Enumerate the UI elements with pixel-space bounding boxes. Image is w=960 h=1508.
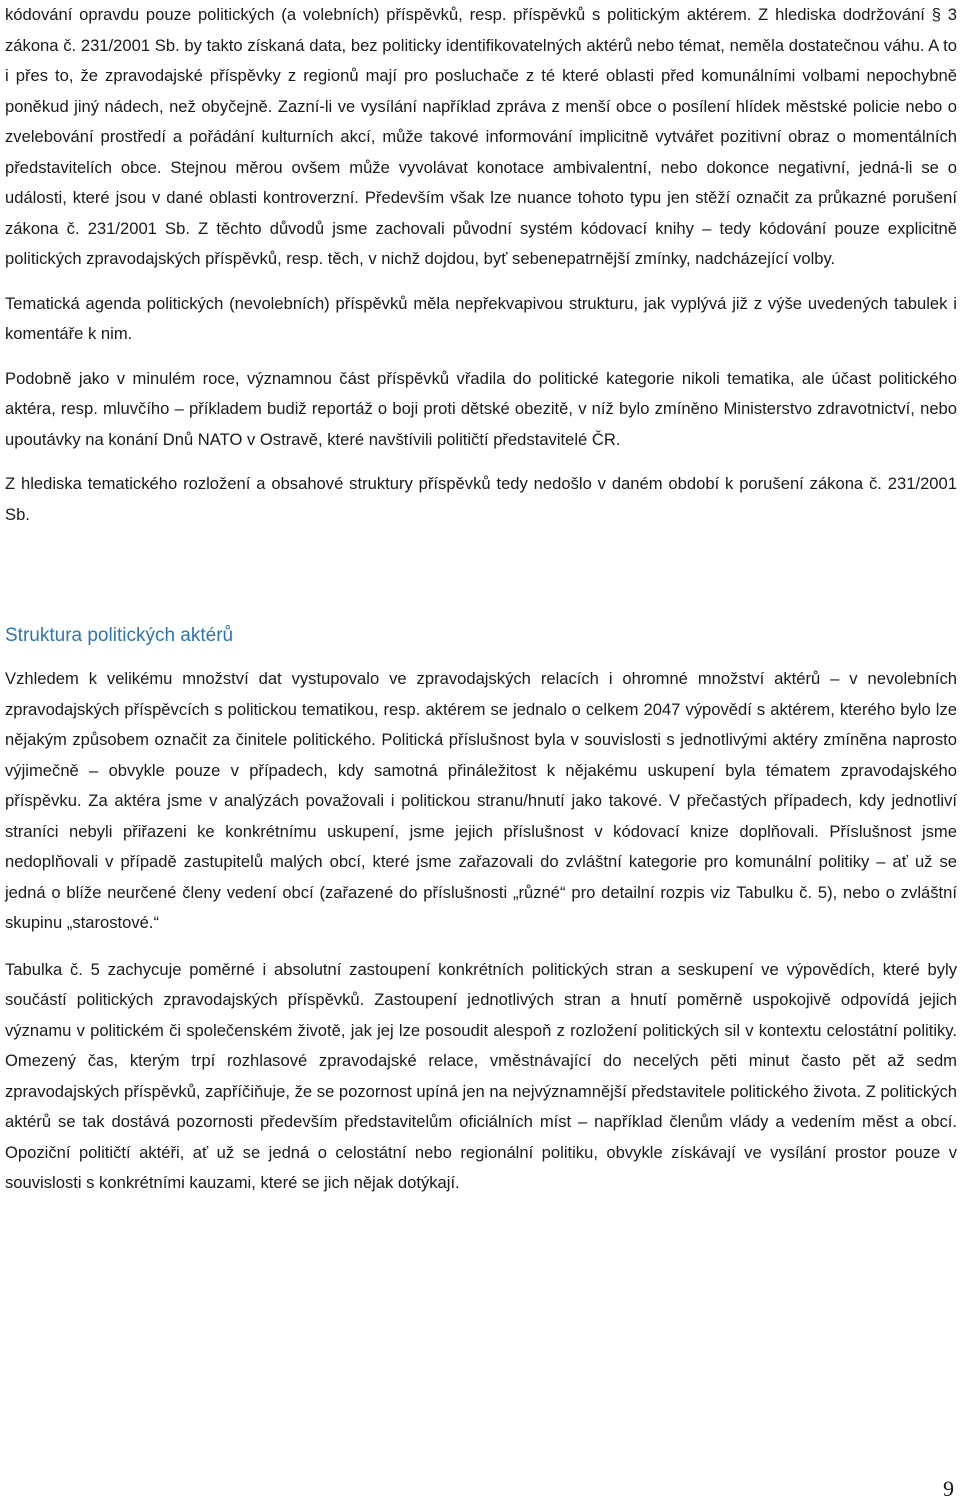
page-number: 9	[943, 1476, 954, 1501]
paragraph: Podobně jako v minulém roce, významnou část příspěvků vřadila do politické kategorie nikoli tematika, ale účast politického aktéra, resp. mluvčího – příkladem budiž reportáž o boji proti dětské obezitě, v níž bylo zmíněno Ministerstvo zdravotnictví, nebo upoutávky na konání Dnů NATO v Ostravě, které navštívili političtí představitelé ČR.	[5, 368, 957, 449]
paragraph: Tematická agenda politických (nevolebních) příspěvků měla nepřekvapivou strukturu, jak vyplývá již z výše uvedených tabulek i komentáře k nim.	[5, 293, 957, 343]
paragraph: Tabulka č. 5 zachycuje poměrné i absolutní zastoupení konkrétních politických stran a seskupení ve výpovědích, které byly součástí politických zpravodajských příspěvků. Zastoupení jednotlivých stran a hnutí poměrně uspokojivě odpovídá jejich významu v politickém či společenském životě, jak jej lze posoudit alespoň z rozložení politických sil v kontextu celostátní politiky. Omezený čas, kterým trpí rozhlasové zpravodajské relace, vměstnávající do necelých pěti minut často pět až sedm zpravodajských příspěvků, zapříčiňuje, že se pozornost upíná jen na nejvýznamnější představitele politického života. Z politických aktérů se tak dostává pozornosti především představitelům oficiálních míst – například členům vlády a vedením měst a obcí. Opoziční političtí aktéři, ať už se jedná o celostátní nebo regionální politiku, obvykle získávají ve vysílání prostor pouze v souvislosti s konkrétními kauzami, které se jich nějak dotýkají.	[5, 959, 957, 1192]
paragraph: Z hlediska tematického rozložení a obsahové struktury příspěvků tedy nedošlo v daném období k porušení zákona č. 231/2001 Sb.	[5, 474, 957, 524]
section-heading: Struktura politických aktérů	[5, 625, 234, 646]
paragraph: Vzhledem k velikému množství dat vystupovalo ve zpravodajských relacích i ohromné množství aktérů – v nevolebních zpravodajských příspěvcích s politickou tematikou, resp. aktérem se jednalo o celkem 2047 výpovědí s aktérem, kterého bylo lze nějakým způsobem označit za činitele politického. Politická příslušnost byla v souvislosti s jednotlivými aktéry zmíněna naprosto výjimečně – obvykle pouze v případech, kdy samotná přináležitost k nějakému uskupení byla tématem zpravodajského příspěvku. Za aktéra jsme v analýzách považovali i politickou stranu/hnutí jako takové. V přečastých případech, kdy jednotliví straníci nebyli přiřazeni ke konkrétnímu uskupení, jsme jejich příslušnost v kódovací knize doplňovali. Příslušnost jsme nedoplňovali v případě zastupitelů malých obcí, které jsme zařazovali do zvláštní kategorie pro komunální politiky – ať už se jedná o blíže neurčené členy vedení obcí (zařazené do příslušnosti „různé“ pro detailní rozpis viz Tabulku č. 5), nebo o zvláštní skupinu „starostové.“	[5, 669, 957, 932]
document-page	[5, 0, 957, 1199]
paragraph: kódování opravdu pouze politických (a volebních) příspěvků, resp. příspěvků s politickým aktérem. Z hlediska dodržování § 3 zákona č. 231/2001 Sb. by takto získaná data, bez politicky identifikovatelných aktérů nebo témat, neměla dostatečnou váhu. A to i přes to, že zpravodajské příspěvky z regionů mají pro posluchače z té které oblasti před komunálními volbami nepochybně poněkud jiný nádech, než obyčejně. Zazní-li ve vysílání například zpráva z menší obce o posílení hlídek městské policie nebo o zvelebování prostředí a pořádání kulturních akcí, může takové informování implicitně vytvářet pozitivní obraz o momentálních představitelích obce. Stejnou měrou ovšem může vyvolávat konotace ambivalentní, nebo dokonce negativní, jedná-li se o události, které jsou v dané oblasti kontroverzní. Především však lze nuance tohoto typu jen stěží označit za průkazné porušení zákona č. 231/2001 Sb. Z těchto důvodů jsme zachovali původní systém kódovací knihy – tedy kódování pouze explicitně politických zpravodajských příspěvků, resp. těch, v nichž dojdou, byť sebenepatrnější zmínky, nadcházející volby.	[5, 5, 957, 268]
